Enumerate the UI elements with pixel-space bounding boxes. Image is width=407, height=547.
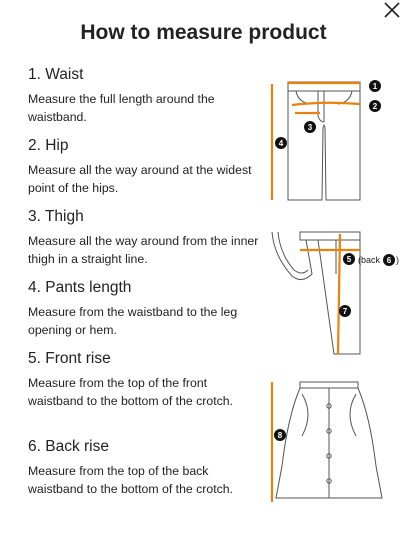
section-heading: 2. Hip [28,137,69,154]
section-heading: 6. Back rise [28,438,109,455]
section-waist [28,66,260,126]
close-button[interactable] [381,0,403,22]
svg-text:7: 7 [342,307,348,316]
svg-text:1: 1 [372,82,378,91]
svg-text:5: 5 [346,255,352,264]
marker-badge [343,253,355,265]
marker-badge [383,254,395,266]
section-text: Measure all the way around at the widest point of the hips. [28,163,252,195]
section-heading: 3. Thigh [28,208,84,225]
section-text: Measure the full length around the waistband. [28,92,215,124]
skirt-illustration [262,376,402,511]
marker-badge [369,80,381,92]
section-text: Measure from the waistband to the leg opening or hem. [28,305,238,337]
back-label-close: ) [396,255,399,265]
section-text: Measure all the way around from the inner thigh in a straight line. [28,234,259,266]
section-back-rise [28,438,260,498]
marker-badge [339,305,351,317]
svg-text:4: 4 [278,139,284,148]
back-label: (back [358,255,381,265]
section-text: Measure from the top of the back waistband to the bottom of the crotch. [28,464,234,496]
section-heading: 5. Front rise [28,350,111,367]
marker-badge [369,100,381,112]
section-heading: 4. Pants length [28,279,132,296]
close-icon [381,0,403,22]
svg-text:6: 6 [386,256,392,265]
section-thigh [28,208,260,268]
svg-text:2: 2 [372,102,378,111]
pants-side-illustration [262,226,407,361]
svg-text:8: 8 [277,431,283,440]
section-pants-length [28,279,260,339]
svg-text:3: 3 [307,123,313,132]
marker-badge [275,137,287,149]
pants-front-illustration [262,76,402,206]
marker-badge [304,121,316,133]
modal-title: How to measure product [80,21,327,44]
section-heading: 1. Waist [28,66,84,83]
section-hip [28,137,260,197]
section-front-rise [28,350,260,410]
marker-badge [274,429,286,441]
section-text: Measure from the top of the front waistband to the bottom of the crotch. [28,376,234,408]
